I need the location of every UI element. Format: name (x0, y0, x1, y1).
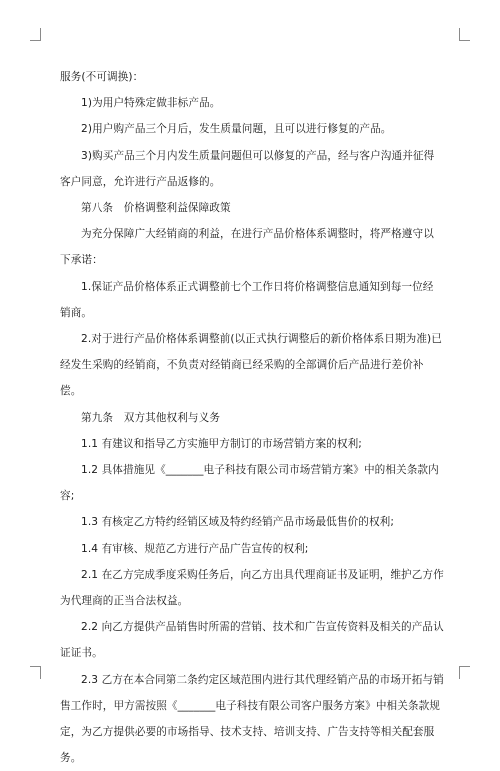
crop-mark-bottom-left (30, 666, 41, 679)
crop-mark-bottom-right (459, 666, 470, 679)
paragraph-item-1: 1)为用户特殊定做非标产品。 (81, 97, 221, 110)
paragraph-clause-1-1: 1.1 有建议和指导乙方实施甲方制订的市场营销方案的权利; (81, 437, 362, 450)
paragraph-service-heading: 服务(不可调换)： (60, 71, 144, 83)
crop-mark-top-right (459, 28, 470, 41)
paragraph-clause-1-4: 1.4 有审核、规范乙方进行产品广告宣传的权利; (81, 542, 309, 555)
document-page (60, 64, 444, 771)
paragraph-price-item-2: 2.对于进行产品价格体系调整前(以正式执行调整后的新价格体系日期为准)已经发生采购的经销商，不负责对经销商已经采购的全部调价后产品进行差价补偿。 (60, 333, 442, 398)
paragraph-price-commitment: 为充分保障广大经销商的利益，在进行产品价格体系调整时，将严格遵守以下承诺： (60, 228, 434, 267)
paragraph-clause-2-1: 2.1 在乙方完成季度采购任务后，向乙方出具代理商证书及证明，维护乙方作为代理商的正当合法权益。 (60, 568, 444, 608)
section-heading-article-8: 第八条 价格调整利益保障政策 (81, 202, 231, 215)
section-heading-article-9: 第九条 双方其他权利与义务 (81, 411, 221, 424)
paragraph-price-item-1: 1.保证产品价格体系正式调整前七个工作日将价格调整信息通知到每一位经销商。 (60, 280, 434, 319)
paragraph-clause-1-3: 1.3 有核定乙方特约经销区域及特约经销产品市场最低售价的权利; (81, 516, 395, 529)
paragraph-clause-2-3: 2.3 乙方在本合同第二条约定区域范围内进行其代理经销产品的市场开拓与销售工作时，甲方需按照《_______电子科技有限公司客户服务方案》中相关条款规定，为乙方提供必要的市场指导、技术支持、培训支持、广告支持等相关配套服务。 (60, 673, 444, 765)
crop-mark-top-left (30, 28, 41, 41)
paragraph-clause-1-2: 1.2 具体措施见《_______电子科技有限公司市场营销方案》中的相关条款内容; (60, 464, 439, 503)
paragraph-item-2: 2)用户购产品三个月后，发生质量问题，且可以进行修复的产品。 (81, 123, 392, 136)
paragraph-clause-2-2: 2.2 向乙方提供产品销售时所需的营销、技术和广告宣传资料及相关的产品认证证书。 (60, 621, 444, 660)
paragraph-item-3: 3)购买产品三个月内发生质量问题但可以修复的产品，经与客户沟通并征得客户同意，允许进行产品返修的。 (60, 149, 435, 188)
